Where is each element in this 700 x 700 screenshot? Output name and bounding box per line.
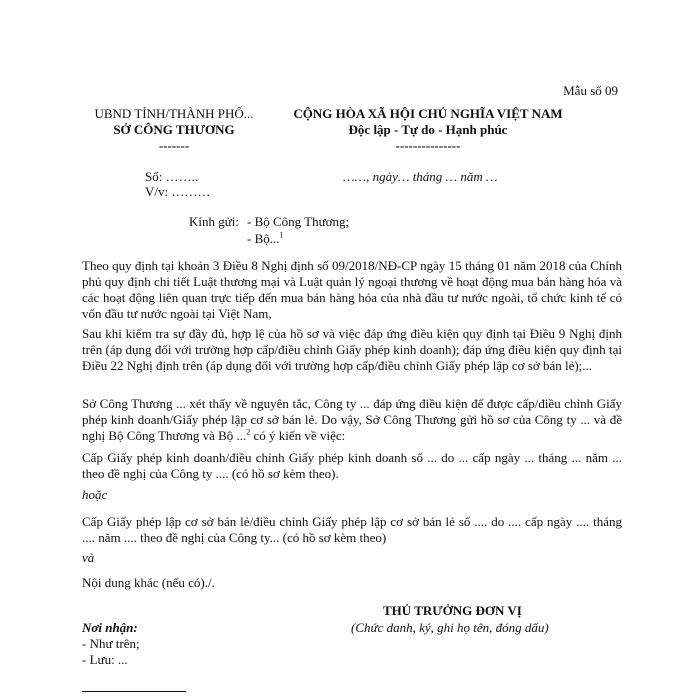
recipient-line1: - Bộ Công Thương;: [247, 214, 350, 229]
receiver-item-1: - Như trên;: [82, 636, 140, 651]
footnote-separator: [82, 691, 186, 692]
paragraph-business-license: Cấp Giấy phép kinh doanh/điều chỉnh Giấy phép kinh doanh số ... do ... cấp ngày ... tháng ... năm ... theo đề nghị của Công ty .... (có hồ sơ kèm theo).: [82, 450, 622, 481]
issuing-agency-header: [74, 106, 274, 154]
paragraph-review: Sau khi kiểm tra sự đầy đủ, hợp lệ của hồ sơ và việc đáp ứng điều kiện quy định tại Điều 9 Nghị định trên (áp dụng đối với trường hợp cấp/điều chỉnh Giấy phép kinh doanh); đáp ứng điều kiện quy định tại Điều 22 Nghị định trên (áp dụng đối với trường hợp cấp/điều chỉnh Giấy phép lập cơ sở bán lẻ);...: [82, 326, 622, 373]
national-motto: Độc lập - Tự do - Hạnh phúc: [348, 122, 508, 137]
paragraph-request: [82, 396, 622, 444]
form-number: Mẫu số 09: [563, 83, 618, 98]
paragraph-legal-basis: Theo quy định tại khoản 3 Điều 8 Nghị định số 09/2018/NĐ-CP ngày 15 tháng 01 năm 2018 của Chính phủ quy định chi tiết Luật thương mại và Luật quản lý ngoại thương về hoạt động mua bán hàng hóa và các hoạt động liên quan trực tiếp đến mua bán hàng hóa của nhà đầu tư nước ngoài, tổ chức kinh tế có vốn đầu tư nước ngoài tại Việt Nam,: [82, 258, 622, 321]
footnote-marker-1: 1: [279, 230, 284, 240]
document-date: ……, ngày… tháng … năm …: [343, 169, 498, 184]
signer-note: (Chức danh, ký, ghi họ tên, đóng dấu): [351, 620, 549, 635]
paragraph-request-text: Sở Công Thương ... xét thấy về nguyên tắc, Công ty ... đáp ứng điều kiện để được cấp/điều chỉnh Giấy phép kinh doanh/Giấy phép lập cơ sở bán lẻ. Do vậy, Sở Công Thương gửi hồ sơ của Công ty ... và đề nghị Bộ Công Thương và Bộ ...: [82, 396, 622, 443]
document-number: Số: ……..: [145, 169, 199, 184]
signer-title: THỦ TRƯỞNG ĐƠN VỊ: [383, 603, 522, 618]
paragraph-other: Nội dung khác (nếu có)./.: [82, 575, 215, 590]
recipient-line2: [247, 231, 284, 247]
national-title: CỘNG HÒA XÃ HỘI CHỦ NGHĨA VIỆT NAM: [293, 106, 563, 121]
paragraph-retail-license: Cấp Giấy phép lập cơ sở bán lẻ/điều chỉnh Giấy phép lập cơ sở bán lẻ số .... do .... cấp ngày .... tháng .... năm .... theo đề nghị của Công ty... (có hồ sơ kèm theo): [82, 514, 622, 545]
document-subject: V/v: ………: [145, 184, 211, 199]
footnote-marker-2: 2: [246, 427, 251, 437]
agency-line2: SỞ CÔNG THƯƠNG: [113, 122, 235, 137]
receivers-label: Nơi nhận:: [82, 620, 138, 635]
receiver-item-2: - Lưu: ...: [82, 652, 128, 667]
national-rule: ---------------: [395, 138, 461, 153]
recipients-label: Kính gửi:: [189, 214, 240, 229]
or-connector: hoặc: [82, 487, 108, 502]
and-connector: và: [82, 550, 95, 565]
agency-rule: -------: [158, 138, 190, 153]
recipient-line2-text: - Bộ...: [247, 231, 280, 246]
paragraph-request-end: có ý kiến về việc:: [250, 428, 346, 443]
agency-line1: UBND TỈNH/THÀNH PHỐ...: [94, 106, 254, 121]
national-header: [278, 106, 578, 154]
